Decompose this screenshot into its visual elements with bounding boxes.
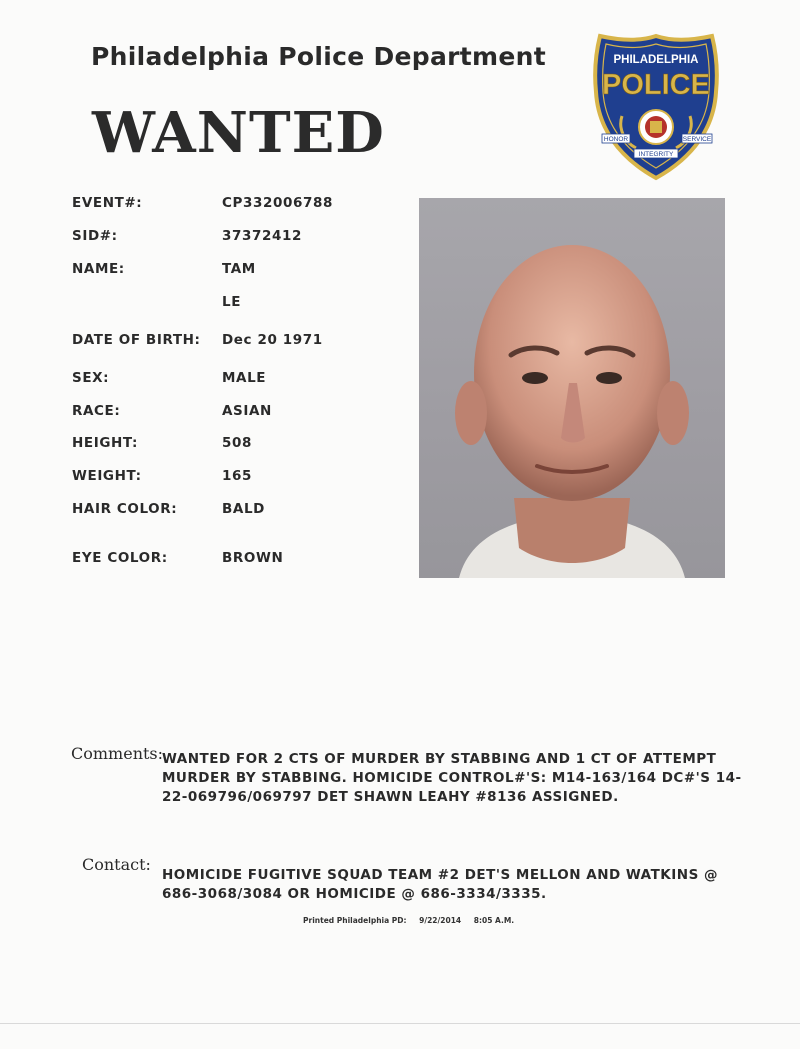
field-label: NAME: [72,261,125,277]
wanted-headline: WANTED [92,100,385,166]
field-label: EYE COLOR: [72,550,168,566]
field-value: BROWN [222,550,284,566]
contact-text: HOMICIDE FUGITIVE SQUAD TEAM #2 DET'S MELLON AND WATKINS @ 686-3068/3084 OR HOMICIDE @ 686-3334/3335. [162,867,718,902]
comments-label: Comments: [71,744,164,763]
mugshot-portrait-icon [419,198,725,578]
field-label: SID#: [72,228,118,244]
contact-label: Contact: [82,855,151,874]
field-value: BALD [222,501,265,517]
field-value: Dec 20 1971 [222,332,323,348]
field-label: RACE: [72,403,121,419]
police-badge-icon [588,32,724,182]
field-label: HAIR COLOR: [72,501,178,517]
field-value: 37372412 [222,228,302,244]
field-value: LE [222,294,242,310]
department-title: Philadelphia Police Department [91,42,547,71]
mugshot-photo [419,198,725,578]
field-value: 508 [222,435,252,451]
field-label: EVENT#: [72,195,143,211]
field-label: SEX: [72,370,110,386]
badge-line2: POLICE [602,69,710,101]
badge-line1: PHILADELPHIA [613,54,699,66]
field-value: CP332006788 [222,195,333,211]
badge-right-scroll: SERVICE [682,136,712,143]
field-label: WEIGHT: [72,468,142,484]
comments-text: WANTED FOR 2 CTS OF MURDER BY STABBING AND 1 CT OF ATTEMPT MURDER BY STABBING. HOMICIDE CONTROL#'S: M14-163/164 DC#'S 14-22-069796/069797 DET SHAWN LEAHY #8136 ASSIGNED. [162,751,742,805]
field-label: DATE OF BIRTH: [72,332,201,348]
printed-label: Printed Philadelphia PD: [303,916,407,925]
field-value: MALE [222,370,267,386]
field-label: HEIGHT: [72,435,138,451]
printed-time: 8:05 A.M. [473,916,515,925]
field-value: TAM [222,261,256,277]
page-divider [0,1023,800,1024]
printed-footer [303,916,524,925]
badge-bottom-scroll: INTEGRITY [638,151,674,158]
field-value: 165 [222,468,252,484]
printed-date: 9/22/2014 [419,916,462,925]
field-value: ASIAN [222,403,272,419]
badge-left-scroll: HONOR [603,136,629,143]
